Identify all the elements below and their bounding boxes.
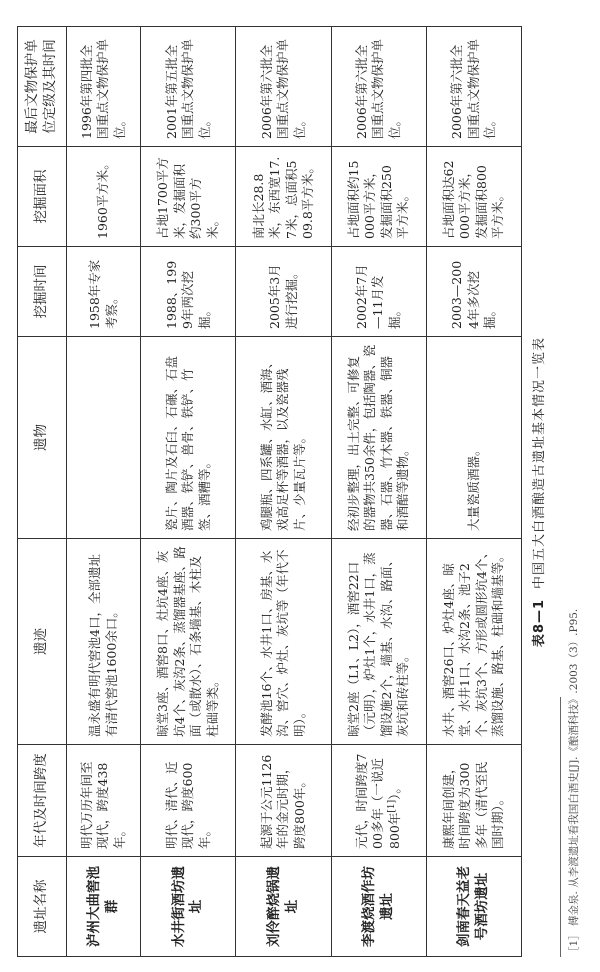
features-cell: 水井、酒窖26口、炉灶4座、晾堂、水井1口、水沟2条、池子2个、灰坑3个、方形或圆形坑4个、蒸馏设施、路基、柱础和墙基等。 bbox=[426, 539, 521, 745]
footnote-ref[interactable]: [1] bbox=[386, 799, 397, 813]
era-text: 元代，时间跨度700多年（一说近800年 bbox=[353, 753, 403, 849]
caption-text: 中国五大白酒酿造古遗址基本情况一览表 bbox=[532, 336, 547, 589]
excavation-time-cell: 2005年3月进行挖掘。 bbox=[236, 247, 331, 337]
table-header-row bbox=[18, 27, 67, 957]
excavation-area-cell: 1960平方米。 bbox=[67, 147, 141, 247]
features-cell: 晾堂3座、酒窖8口、灶坑4座、灰坑4个、灰沟2条、蒸馏器基座、路面（或散水）、石条墙基、木柱及柱础等类。 bbox=[141, 539, 236, 745]
table-row bbox=[426, 27, 521, 957]
excavation-area-cell: 占地面积约15000平方米，发掘面积250平方米。 bbox=[331, 147, 426, 247]
era-cell: 起源于公元1126年的金元时期，跨度800年。 bbox=[236, 745, 331, 857]
relics-cell: 经初步整理，出土完整、可修复的器物共350余件，包括陶器、瓷器、石器、竹木器、铁器、铜器和酒醅等遗物。 bbox=[331, 337, 426, 539]
relics-cell: 瓷片、陶片及石臼、石碾、石盘酒器、铁铲、兽骨、铁铲、竹签、酒糟等。 bbox=[141, 337, 236, 539]
footnote-divider bbox=[560, 697, 561, 957]
header-relics: 遗物 bbox=[18, 337, 67, 539]
site-name-cell: 水井街酒坊遗址 bbox=[141, 857, 236, 957]
header-excavation-time: 挖掘时间 bbox=[18, 247, 67, 337]
table-row bbox=[141, 27, 236, 957]
era-text-tail: ）。 bbox=[387, 781, 403, 800]
header-site-name: 遗址名称 bbox=[18, 857, 67, 957]
rotated-page bbox=[17, 27, 587, 957]
table-row bbox=[67, 27, 141, 957]
excavation-time-cell: 1988、1999年两次挖掘。 bbox=[141, 247, 236, 337]
excavation-area-cell: 南北长28.8米，东西宽17.7米，总面积509.8平方米。 bbox=[236, 147, 331, 247]
features-cell: 晾堂2座（L1、L2），酒窖22口（元明），炉灶1个，水井1口，蒸馏设施2个，墙基、水沟、路面、灰坑和砖柱等。 bbox=[331, 539, 426, 745]
header-excavation-area: 挖掘面积 bbox=[18, 147, 67, 247]
features-cell: 温永盛有明代窖池4口，全部遗址有清代窖池1600余口。 bbox=[67, 539, 141, 745]
relics-cell bbox=[67, 337, 141, 539]
protection-cell: 1996年第四批全国重点文物保护单位。 bbox=[67, 27, 141, 147]
protection-cell: 2006年第六批全国重点文物保护单位。 bbox=[426, 27, 521, 147]
site-name-cell: 李渡烧酒作坊遗址 bbox=[331, 857, 426, 957]
era-cell: 明代万历年间至现代，跨度438年。 bbox=[67, 745, 141, 857]
table-row bbox=[236, 27, 331, 957]
excavation-time-cell: 2002年7月—11月发掘。 bbox=[331, 247, 426, 337]
excavation-area-cell: 占地1700平方米，发掘面积约300平方米。 bbox=[141, 147, 236, 247]
header-features: 遗迹 bbox=[18, 539, 67, 745]
relics-table bbox=[17, 26, 522, 957]
caption-label: 表8—1 bbox=[532, 598, 547, 648]
site-name-cell: 剑南春天益老号酒坊遗址 bbox=[426, 857, 521, 957]
excavation-time-cell: 2003—2004年多次挖掘。 bbox=[426, 247, 521, 337]
site-name-cell: 刘伶醉烧锅遗址 bbox=[236, 857, 331, 957]
footnote: ［1］ 傅金泉. 从李渡遗址看我国白酒史[J].《酿酒科技》.2003（3）.P95. bbox=[568, 608, 580, 957]
header-protection-level: 最后文物保护单位定级及其时间 bbox=[18, 27, 67, 147]
relics-cell: 大量瓷质酒器。 bbox=[426, 337, 521, 539]
era-cell bbox=[331, 745, 426, 857]
header-era: 年代及时间跨度 bbox=[18, 745, 67, 857]
site-name-cell: 泸州大曲窖池群 bbox=[67, 857, 141, 957]
table-caption bbox=[528, 27, 547, 957]
protection-cell: 2001年第五批全国重点文物保护单位。 bbox=[141, 27, 236, 147]
features-cell: 发酵池16个、水井1口、房基、水沟、窖穴、炉灶、灰坑等（年代不明）。 bbox=[236, 539, 331, 745]
excavation-time-cell: 1958年专家考察。 bbox=[67, 247, 141, 337]
excavation-area-cell: 占地面积达62000平方米，发掘面积800平方米。 bbox=[426, 147, 521, 247]
relics-cell: 鸡腿瓶、四系罐、水缸、酒海、戏高足杯等酒器，以及瓷器残片、少量瓦片等。 bbox=[236, 337, 331, 539]
protection-cell: 2006年第六批全国重点文物保护单位。 bbox=[236, 27, 331, 147]
era-cell: 明代、清代、近现代，跨度600年。 bbox=[141, 745, 236, 857]
table-row bbox=[331, 27, 426, 957]
era-cell: 康熙年间创建，时间跨度为300多年（清代至民国时期）。 bbox=[426, 745, 521, 857]
protection-cell: 2006年第六批全国重点文物保护单位。 bbox=[331, 27, 426, 147]
